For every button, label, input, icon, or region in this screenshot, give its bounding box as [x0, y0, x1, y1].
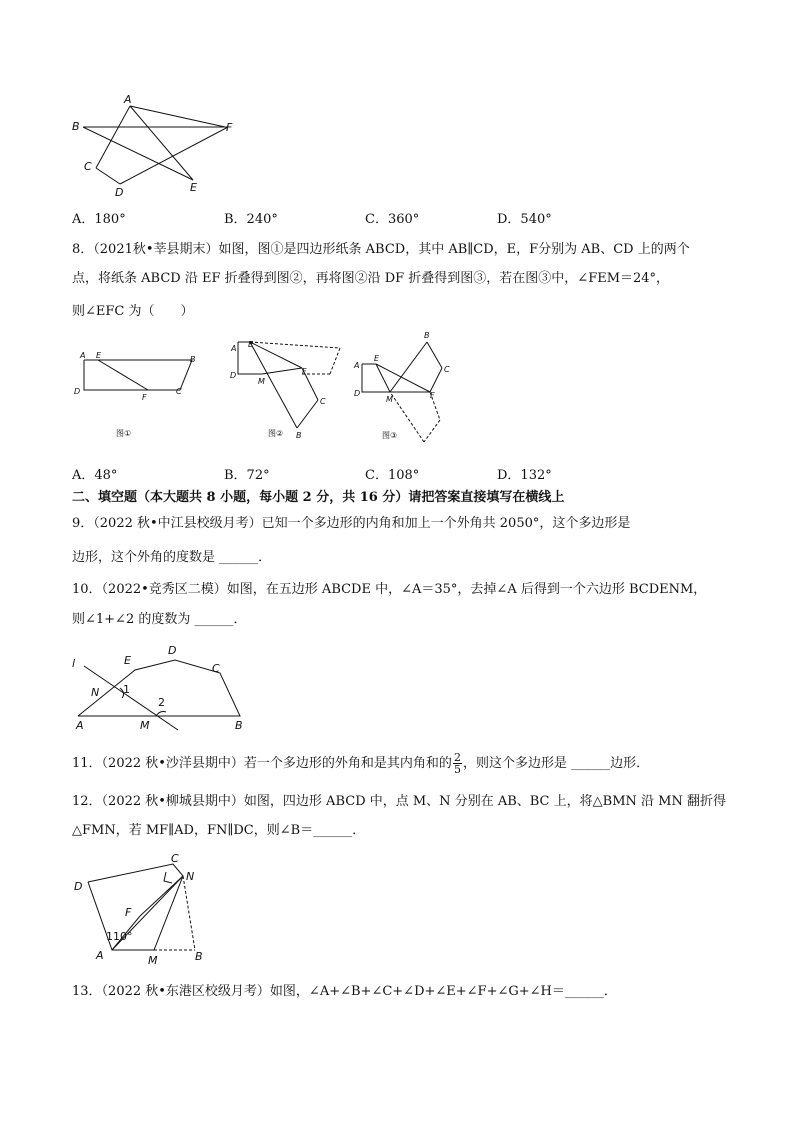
q8-option-a: A．48°: [72, 468, 118, 483]
q8-option-c: C．108°: [365, 468, 420, 483]
q7-options: [72, 208, 632, 226]
q12-label-c: C: [171, 852, 179, 865]
q8-fig1-caption: 图①: [116, 429, 132, 438]
q10-label-angle-2: 2: [158, 696, 165, 709]
q8-fig1-fold-ef: [98, 360, 148, 390]
q8-fig1-label-e: E: [96, 351, 102, 360]
q8-fig1-label-a: A: [80, 351, 86, 360]
q11-text-after: ，则这个多边形是 ______边形．: [462, 756, 650, 771]
q12-line-2: △FMN，若 MF∥AD，FN∥DC，则∠B＝______．: [72, 823, 366, 838]
q7-label-d: D: [115, 186, 124, 199]
q12-label-b: B: [195, 950, 203, 963]
q9-line-1: 9．（2022 秋•中江县校级月考）已知一个多边形的内角和加上一个外角共 2050°，这个多边形是: [72, 516, 631, 531]
q10-label-l: l: [72, 657, 76, 670]
q8-fig3-fold-ef: [376, 364, 430, 392]
q8-fig3-label-a: A: [354, 361, 360, 370]
q12-label-m: M: [148, 954, 158, 967]
q8-fig2-label-c: C: [320, 397, 326, 406]
q8-fig3-label-c: C: [444, 365, 450, 374]
q10-label-b: B: [235, 719, 243, 732]
q8-fig2-label-e: E: [248, 340, 254, 349]
q7-figure: [68, 92, 248, 202]
q7-option-d: D．540°: [497, 212, 552, 227]
q8-fig2-caption: 图②: [268, 429, 284, 438]
q8-fig3-label-m: M: [386, 395, 393, 404]
q12-label-n: N: [186, 870, 195, 883]
q10-angle-2-arc: [156, 712, 166, 717]
q8-fig2-label-b: B: [296, 431, 302, 440]
q7-option-c: C．360°: [365, 212, 420, 227]
q8-line-2: 点，将纸条 ABCD 沿 EF 折叠得到图②，再将图②沿 DF 折叠得到图③，若在图③中，∠FEM＝24°，: [72, 271, 670, 286]
q8-line-1: 8．（2021秋•莘县期末）如图，图①是四边形纸条 ABCD，其中 AB∥CD，E，F分别为 AB、CD 上的两个: [72, 242, 690, 257]
q10-line-2: 则∠1+∠2 的度数为 ______．: [72, 612, 247, 627]
q12-edge-fn: [140, 876, 183, 916]
q8-fig2-label-d: D: [230, 371, 237, 380]
q10-line-1: 10．（2022•竞秀区二模）如图，在五边形 ABCDE 中，∠A＝35°，去掉∠A 后得到一个六边形 BCDENM，: [72, 582, 707, 597]
q8-fig2-label-f: F: [302, 367, 307, 376]
q11-fraction-numerator: 2: [453, 751, 461, 764]
q7-option-a: A．180°: [72, 212, 126, 227]
q11-text-before: 11．（2022 秋•沙洋县期中）若一个多边形的外角和是其内角和的: [72, 756, 452, 771]
q8-fig3-edge-em: [376, 364, 390, 392]
q8-fig3-left: [362, 364, 390, 392]
q8-fig3-label-e: E: [374, 354, 380, 363]
q8-fig3-edge-cf: [430, 368, 442, 392]
q7-option-b: B．240°: [224, 212, 278, 227]
q12-quadrilateral: [88, 864, 183, 950]
q7-line-df: [120, 127, 228, 184]
q12-label-d: D: [74, 880, 83, 893]
q7-line-cd: [96, 168, 120, 184]
q7-label-b: B: [72, 120, 80, 133]
q12-line-1: 12．（2022 秋•柳城县期中）如图，四边形 ABCD 中，点 M、N 分别在 AB、BC 上，将△BMN 沿 MN 翻折得: [72, 794, 726, 809]
q7-line-ac: [96, 106, 130, 168]
q8-fig3-caption: 图③: [382, 431, 398, 440]
q11-fraction: [453, 752, 462, 775]
q12-figure: [70, 852, 220, 970]
q8-fig3-label-d: D: [354, 389, 361, 398]
q7-line-ae: [130, 106, 193, 180]
q7-label-a: A: [124, 93, 132, 106]
q8-option-d: D．132°: [497, 468, 552, 483]
q8-line-3: 则∠EFC 为（ ）: [72, 304, 194, 319]
q9-line-2: 边形，这个外角的度数是 ______．: [72, 550, 272, 565]
q12-label-angle-110: 110°: [106, 930, 133, 943]
q8-fig3-label-f: F: [430, 391, 435, 400]
q10-label-m: M: [140, 719, 150, 732]
q10-label-c: C: [212, 662, 220, 675]
q8-fig3-label-b: B: [424, 331, 430, 340]
q13-line-1: 13．（2022 秋•东港区校级月考）如图，∠A+∠B+∠C+∠D+∠E+∠F+∠G+∠H＝______．: [72, 984, 617, 999]
q10-label-n: N: [91, 686, 100, 699]
q10-label-d: D: [168, 644, 177, 657]
q10-label-e: E: [124, 654, 131, 667]
q7-label-c: C: [84, 160, 92, 173]
q12-label-a: A: [96, 949, 104, 962]
q8-fig3-edge-bc: [427, 342, 442, 368]
q8-fig3-dash-2: [424, 420, 440, 442]
q8-fig2-edge-mf: [262, 368, 302, 374]
q7-label-e: E: [190, 181, 197, 194]
section-2-heading: 二、填空题（本大题共 8 小题，每小题 2 分，共 16 分）请把答案直接填写在横线上: [72, 490, 565, 505]
q12-label-f: F: [125, 906, 132, 919]
q8-fig3-edge-mb: [390, 342, 427, 392]
q11-line: [72, 752, 649, 776]
q10-figure: [70, 638, 260, 734]
q8-fig2-dash-top: [250, 342, 340, 348]
q8-fig1-label-d: D: [74, 387, 81, 396]
q8-options: [72, 464, 632, 482]
q8-fig2-fold-ef: [250, 342, 302, 368]
q8-fig2-label-m: M: [258, 377, 265, 386]
q7-line-af: [130, 106, 225, 127]
q11-fraction-denominator: 5: [453, 763, 461, 776]
q7-line-be: [83, 127, 193, 180]
q12-dash-nb: [183, 876, 195, 950]
q10-label-angle-1: 1: [123, 683, 130, 696]
q8-fig2-edge-bc: [297, 400, 318, 428]
q8-fig1-label-b: B: [190, 355, 196, 364]
q7-label-f: F: [226, 121, 233, 134]
q8-fig1-label-f: F: [142, 393, 147, 402]
q8-fig1-label-c: C: [176, 387, 182, 396]
q8-fig2-dash-right: [330, 348, 340, 374]
q12-right-angle-c: [164, 872, 172, 883]
q8-fig2-label-a: A: [231, 344, 237, 353]
q8-figures: [72, 328, 482, 446]
q10-label-a: A: [76, 719, 84, 732]
q8-fig1-strip: [84, 360, 192, 390]
q8-option-b: B．72°: [224, 468, 270, 483]
